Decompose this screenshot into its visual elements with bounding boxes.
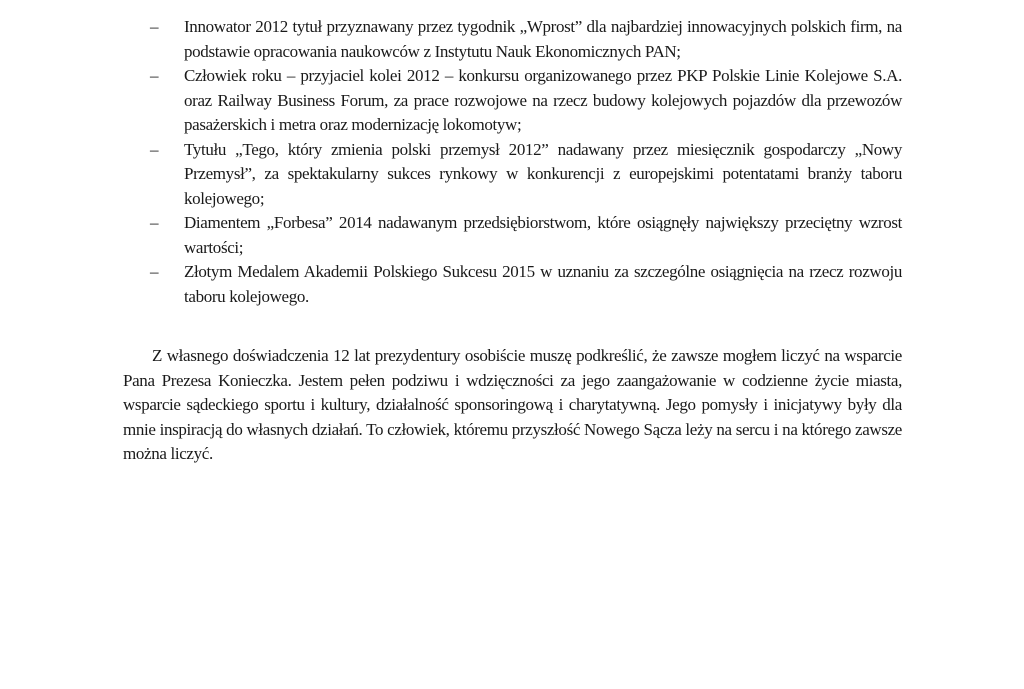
list-item (150, 15, 902, 64)
list-item-text: Diamentem „Forbesa” 2014 nadawanym przedsiębiorstwom, które osiągnęły największy przeciętny wzrost wartości; (184, 213, 902, 257)
list-item (150, 138, 902, 212)
list-item (150, 260, 902, 309)
dash-bullet: – (150, 213, 159, 232)
dash-bullet: – (150, 17, 159, 36)
list-item-text: Człowiek roku – przyjaciel kolei 2012 – konkursu organizowanego przez PKP Polskie Linie Kolejowe S.A. oraz Railway Business Forum, za prace rozwojowe na rzecz budowy kolejowych pojazdów dla przewozów pasażerskich i metra oraz modernizację lokomotyw; (184, 66, 902, 134)
dash-bullet: – (150, 262, 159, 281)
awards-list (150, 15, 902, 309)
dash-bullet: – (150, 139, 159, 159)
dash-bullet: – (150, 66, 159, 85)
list-item (150, 64, 902, 138)
list-item-text: Tytułu „Tego, który zmienia polski przemysł 2012” nadawany przez miesięcznik gospodarczy „Nowy Przemysł”, za spektakularny sukces rynkowy w konkurencji z europejskimi potentatami branży taboru kolejowego; (184, 139, 902, 208)
body-paragraph: Z własnego doświadczenia 12 lat prezydentury osobiście muszę podkreślić, że zawsze mogłem liczyć na wsparcie Pana Prezesa Konieczka. Jestem pełen podziwu i wdzięczności za jego zaangażowanie w codzienne życie miasta, wsparcie sądeckiego sportu i kultury, działalność sponsoringową i charytatywną. Jego pomysły i inicjatywy były dla mnie inspiracją do własnych działań. To człowiek, któremu przyszłość Nowego Sącza leży na sercu i na którego zawsze można liczyć. (123, 346, 902, 464)
list-item (150, 211, 902, 260)
list-item-text: Złotym Medalem Akademii Polskiego Sukcesu 2015 w uznaniu za szczególne osiągnięcia na rzecz rozwoju taboru kolejowego. (184, 262, 902, 306)
list-item-text: Innowator 2012 tytuł przyznawany przez tygodnik „Wprost” dla najbardziej innowacyjnych polskich firm, na podstawie opracowania naukowców z Instytutu Nauk Ekonomicznych PAN; (184, 17, 902, 61)
